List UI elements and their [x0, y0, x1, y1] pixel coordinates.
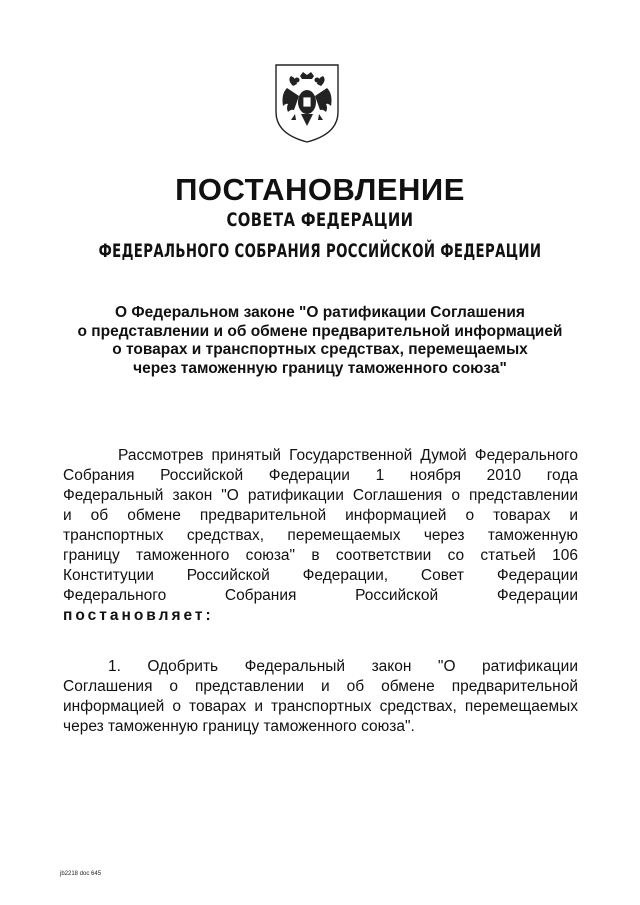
subject-line: о представлении и об обмене предварительной информацией — [77, 322, 563, 340]
coat-of-arms-emblem — [273, 62, 341, 144]
resolves-verb: постановляет: — [63, 607, 214, 624]
document-subtitle-assembly: ФЕДЕРАЛЬНОГО СОБРАНИЯ РОССИЙСКОЙ ФЕДЕРАЦИИ — [98, 240, 542, 262]
preamble-line: Федерального Собрания Российской Федерации — [63, 587, 578, 604]
subject-line: о товарах и транспортных средствах, перемещаемых — [112, 341, 528, 358]
preamble-line: и об обмене предварительной информацией о товарах и — [63, 507, 578, 524]
resolution-subject — [40, 304, 600, 378]
double-headed-eagle-icon — [273, 62, 341, 144]
preamble-line: транспортных средствах, перемещаемых через таможенную — [63, 527, 578, 544]
item-line: информацией о товарах и транспортных средствах, перемещаемых — [63, 698, 578, 715]
item-line: Соглашения о представлении и об обмене предварительной — [63, 678, 578, 695]
item-line: через таможенную границу таможенного союза". — [63, 718, 415, 735]
preamble-line: границу таможенного союза" в соответствии со статьей 106 — [63, 547, 578, 564]
preamble-line: Конституции Российской Федерации, Совет Федерации — [63, 567, 578, 584]
preamble-line: Собрания Российской Федерации 1 ноября 2010 года — [63, 467, 578, 484]
subject-line: через таможенную границу таможенного союза" — [133, 359, 507, 377]
document-title: ПОСТАНОВЛЕНИЕ — [175, 172, 465, 207]
preamble-line: Федеральный закон "О ратификации Соглашения о представлении — [63, 487, 578, 504]
document-code: jb2218 doc 645 — [60, 871, 102, 877]
item-line: 1. Одобрить Федеральный закон "О ратификации — [108, 658, 578, 675]
document-subtitle-council: СОВЕТА ФЕДЕРАЦИИ — [226, 209, 414, 231]
resolution-item-1 — [63, 657, 578, 737]
preamble-line: Рассмотрев принятый Государственной Думой Федерального — [118, 447, 578, 464]
preamble-paragraph — [63, 446, 578, 626]
subject-line: О Федеральном законе "О ратификации Соглашения — [115, 304, 525, 321]
